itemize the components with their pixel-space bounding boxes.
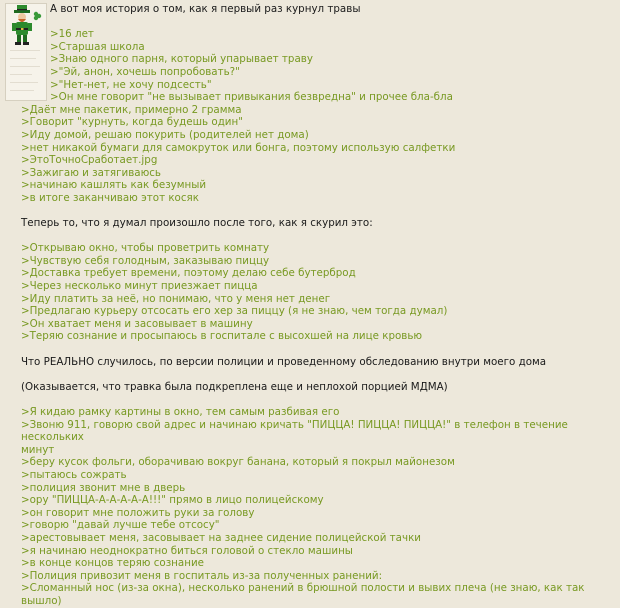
intro-line xyxy=(21,3,614,16)
greentext-line: >я начинаю неоднократно биться головой о стекло машины xyxy=(21,544,353,557)
greentext-block-1 xyxy=(21,28,614,204)
greentext-line: >Он мне говорит "не вызывает привыкания безвредна" и прочее бла-бла xyxy=(50,91,453,104)
greentext-line: >"Эй, анон, хочешь попробовать?" xyxy=(50,65,240,78)
greentext-line: >16 лет xyxy=(50,28,94,41)
intro-text: А вот моя история о том, как я первый раз курнул травы xyxy=(50,3,361,15)
greentext-line: >нет никакой бумаги для самокруток или бонга, поэтому использую салфетки xyxy=(21,141,456,154)
greentext-line: >Знаю одного парня, который упарывает траву xyxy=(50,53,313,66)
greentext-line: >Иду домой, решаю покурить (родителей нет дома) xyxy=(21,128,309,141)
greentext-line: >арестовывает меня, засовывает на заднее сидение полицейской тачки xyxy=(21,531,421,544)
greentext-line: >в итоге заканчиваю этот косяк xyxy=(21,191,199,204)
greentext-block-3 xyxy=(21,406,614,608)
greentext-line: >Открываю окно, чтобы проветрить комнату xyxy=(21,242,270,255)
greentext-line: >Старшая школа xyxy=(50,40,145,53)
greentext-line: >Он хватает меня и засовывает в машину xyxy=(21,317,253,330)
paragraph-text: Что РЕАЛЬНО случилось, по версии полиции и проведенному обследованию внутри моего дома xyxy=(21,355,547,368)
greentext-line: >Теряю сознание и просыпаюсь в госпитале с высохшей на лице кровью xyxy=(21,330,423,343)
greentext-line: >начинаю кашлять как безумный xyxy=(21,179,207,192)
greentext-line: >Звоню 911, говорю свой адрес и начинаю кричать "ПИЦЦА! ПИЦЦА! ПИЦЦА!" в телефон в течение нескольких xyxy=(21,418,568,444)
greentext-line: >Говорит "курнуть, когда будешь один" xyxy=(21,116,243,129)
greentext-line: >Даёт мне пакетик, примерно 2 грамма xyxy=(21,103,242,116)
greentext-block-2 xyxy=(21,242,614,343)
greentext-line: >Зажигаю и затягиваюсь xyxy=(21,166,161,179)
greentext-line: >пытаюсь сожрать xyxy=(21,468,127,481)
greentext-line: >Предлагаю курьеру отсосать его хер за пиццу (я не знаю, чем тогда думал) xyxy=(21,305,448,318)
greentext-line: >Сломанный нос (из-за окна), несколько ранений в брюшной полости и вывих плеча (не знаю, как так вышло) xyxy=(21,582,585,607)
leprechaun-icon xyxy=(6,4,46,100)
greentext-line: >он говорит мне положить руки за голову xyxy=(21,506,255,519)
greentext-line: >ору "ПИЦЦА-А-А-А-А-А!!!" прямо в лицо полицейскому xyxy=(21,494,324,507)
post-thumbnail[interactable] xyxy=(5,3,47,101)
greentext-line: >"Нет-нет, не хочу подсесть" xyxy=(50,78,212,91)
greentext-line: >Доставка требует времени, поэтому делаю себе бутерброд xyxy=(21,267,356,280)
greentext-line: >полиция звонит мне в дверь xyxy=(21,481,186,494)
greentext-line: >беру кусок фольги, оборачиваю вокруг банана, который я покрыл майонезом xyxy=(21,456,455,469)
greentext-line: >Через несколько минут приезжает пицца xyxy=(21,280,258,293)
greentext-line: >в конце концов теряю сознание xyxy=(21,557,204,570)
paragraph-text: (Оказывается, что травка была подкреплена еще и неплохой порцией МДМА) xyxy=(21,380,448,393)
greentext-line: >Полиция привозит меня в госпиталь из-за полученных ранений: xyxy=(21,569,383,582)
greentext-line: >Я кидаю рамку картины в окно, тем самым разбивая его xyxy=(21,406,340,418)
greentext-line: >говорю "давай лучше тебе отсосу" xyxy=(21,519,220,532)
greentext-line: >Иду платить за неё, но понимаю, что у меня нет денег xyxy=(21,292,331,305)
paragraph-text: Теперь то, что я думал произошло после того, как я скурил это: xyxy=(21,217,373,230)
greentext-line: минут xyxy=(21,443,55,456)
greentext-line: >ЭтоТочноСработает.jpg xyxy=(21,154,158,167)
greentext-line: >Чувствую себя голодным, заказываю пиццу xyxy=(21,254,270,267)
